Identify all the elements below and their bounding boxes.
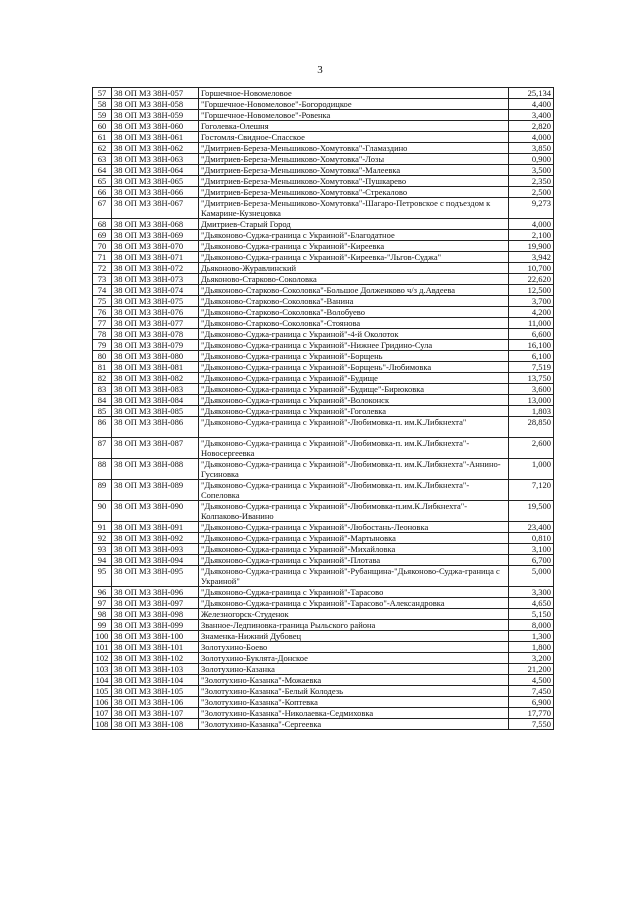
- road-length: 0,900: [509, 154, 554, 165]
- row-number: 103: [93, 664, 112, 675]
- road-code: 38 ОП МЗ 38Н-087: [112, 438, 199, 459]
- row-number: 76: [93, 307, 112, 318]
- row-number: 62: [93, 143, 112, 154]
- road-name: "Золотухино-Казанка"-Сергеевка: [199, 719, 509, 730]
- road-name: "Дьяконово-Суджа-граница с Украиной"-Борщень: [199, 351, 509, 362]
- road-code: 38 ОП МЗ 38Н-088: [112, 459, 199, 480]
- road-length: 19,500: [509, 501, 554, 522]
- row-number: 90: [93, 501, 112, 522]
- road-code: 38 ОП МЗ 38Н-078: [112, 329, 199, 340]
- table-row: [93, 373, 554, 384]
- road-name: "Дмитриев-Береза-Меньшиково-Хомутовка"-Гламаздино: [199, 143, 509, 154]
- table-row: [93, 522, 554, 533]
- road-name: "Дьяконово-Суджа-граница с Украиной"-Будище"-Бирюковка: [199, 384, 509, 395]
- road-length: 4,650: [509, 598, 554, 609]
- row-number: 101: [93, 642, 112, 653]
- row-number: 58: [93, 99, 112, 110]
- road-length: 17,770: [509, 708, 554, 719]
- road-length: 5,150: [509, 609, 554, 620]
- road-length: 8,000: [509, 620, 554, 631]
- road-name: Знаменка-Нижний Дубовец: [199, 631, 509, 642]
- road-code: 38 ОП МЗ 38Н-080: [112, 351, 199, 362]
- road-name: "Дьяконово-Суджа-граница с Украиной"-4-й Околоток: [199, 329, 509, 340]
- road-name: Дьяконово-Журавлинский: [199, 263, 509, 274]
- road-code: 38 ОП МЗ 38Н-062: [112, 143, 199, 154]
- road-code: 38 ОП МЗ 38Н-072: [112, 263, 199, 274]
- road-code: 38 ОП МЗ 38Н-102: [112, 653, 199, 664]
- road-code: 38 ОП МЗ 38Н-069: [112, 230, 199, 241]
- road-length: 4,400: [509, 99, 554, 110]
- road-length: 2,600: [509, 438, 554, 459]
- road-name: "Горшечное-Новомеловое"-Ровенка: [199, 110, 509, 121]
- row-number: 80: [93, 351, 112, 362]
- road-length: 23,400: [509, 522, 554, 533]
- row-number: 98: [93, 609, 112, 620]
- row-number: 91: [93, 522, 112, 533]
- table-row: [93, 708, 554, 719]
- road-code: 38 ОП МЗ 38Н-082: [112, 373, 199, 384]
- row-number: 70: [93, 241, 112, 252]
- table-row: [93, 88, 554, 99]
- road-code: 38 ОП МЗ 38Н-074: [112, 285, 199, 296]
- road-length: 6,600: [509, 329, 554, 340]
- road-name: "Дьяконово-Суджа-граница с Украиной"-Любимовка-п. им.К.Либкнехта": [199, 417, 509, 438]
- road-length: 1,300: [509, 631, 554, 642]
- road-code: 38 ОП МЗ 38Н-105: [112, 686, 199, 697]
- road-name: "Дьяконово-Суджа-граница с Украиной"-Тарасово"-Александровка: [199, 598, 509, 609]
- road-name: "Золотухино-Казанка"-Николаевка-Седмиховка: [199, 708, 509, 719]
- row-number: 57: [93, 88, 112, 99]
- road-length: 10,700: [509, 263, 554, 274]
- road-name: "Дьяконово-Суджа-граница с Украиной"-Любимовка-п. им.К.Либкнехта"-Сопеловка: [199, 480, 509, 501]
- road-length: 4,000: [509, 219, 554, 230]
- table-row: [93, 664, 554, 675]
- road-length: 2,500: [509, 187, 554, 198]
- row-number: 74: [93, 285, 112, 296]
- row-number: 93: [93, 544, 112, 555]
- road-name: "Дьяконово-Старково-Соколовка"-Волобуево: [199, 307, 509, 318]
- road-name: "Дьяконово-Суджа-граница с Украиной"-Киреевка: [199, 241, 509, 252]
- table-row: [93, 154, 554, 165]
- page-number: 3: [317, 64, 323, 76]
- road-code: 38 ОП МЗ 38Н-075: [112, 296, 199, 307]
- table-row: [93, 406, 554, 417]
- road-name: Званное-Ледпиновка-граница Рыльского района: [199, 620, 509, 631]
- row-number: 89: [93, 480, 112, 501]
- road-code: 38 ОП МЗ 38Н-099: [112, 620, 199, 631]
- row-number: 63: [93, 154, 112, 165]
- road-code: 38 ОП МЗ 38Н-066: [112, 187, 199, 198]
- table-row: [93, 697, 554, 708]
- table-row: [93, 132, 554, 143]
- road-length: 12,500: [509, 285, 554, 296]
- road-name: "Дмитриев-Береза-Меньшиково-Хомутовка"-Лозы: [199, 154, 509, 165]
- road-length: 7,120: [509, 480, 554, 501]
- road-code: 38 ОП МЗ 38Н-092: [112, 533, 199, 544]
- road-code: 38 ОП МЗ 38Н-084: [112, 395, 199, 406]
- road-length: 19,900: [509, 241, 554, 252]
- road-length: 16,100: [509, 340, 554, 351]
- row-number: 65: [93, 176, 112, 187]
- row-number: 108: [93, 719, 112, 730]
- row-number: 88: [93, 459, 112, 480]
- road-name: "Дьяконово-Суджа-граница с Украиной"-Борщень"-Любимовка: [199, 362, 509, 373]
- table-row: [93, 609, 554, 620]
- table-row: [93, 351, 554, 362]
- road-code: 38 ОП МЗ 38Н-101: [112, 642, 199, 653]
- road-code: 38 ОП МЗ 38Н-081: [112, 362, 199, 373]
- road-code: 38 ОП МЗ 38Н-094: [112, 555, 199, 566]
- table-row: [93, 438, 554, 459]
- row-number: 60: [93, 121, 112, 132]
- road-name: "Дьяконово-Суджа-граница с Украиной"-Рубанщина-"Дьяконово-Суджа-граница с Украиной": [199, 566, 509, 587]
- road-name: Золотухино-Боево: [199, 642, 509, 653]
- road-name: "Дмитриев-Береза-Меньшиково-Хомутовка"-Пушкарево: [199, 176, 509, 187]
- row-number: 86: [93, 417, 112, 438]
- road-name: "Дьяконово-Старково-Соколовка"-Ванина: [199, 296, 509, 307]
- row-number: 69: [93, 230, 112, 241]
- table-row: [93, 362, 554, 373]
- table-row: [93, 307, 554, 318]
- road-name: Гоголевка-Олешня: [199, 121, 509, 132]
- table-row: [93, 230, 554, 241]
- road-length: 3,500: [509, 165, 554, 176]
- row-number: 79: [93, 340, 112, 351]
- road-code: 38 ОП МЗ 38Н-073: [112, 274, 199, 285]
- row-number: 77: [93, 318, 112, 329]
- road-length: 1,803: [509, 406, 554, 417]
- row-number: 96: [93, 587, 112, 598]
- table-row: [93, 642, 554, 653]
- table-row: [93, 566, 554, 587]
- road-name: Железногорск-Студенок: [199, 609, 509, 620]
- table-row: [93, 165, 554, 176]
- road-code: 38 ОП МЗ 38Н-096: [112, 587, 199, 598]
- road-name: Золотухино-Буклята-Донское: [199, 653, 509, 664]
- table-row: [93, 99, 554, 110]
- road-length: 3,200: [509, 653, 554, 664]
- road-length: 13,000: [509, 395, 554, 406]
- road-code: 38 ОП МЗ 38Н-068: [112, 219, 199, 230]
- row-number: 64: [93, 165, 112, 176]
- road-length: 7,550: [509, 719, 554, 730]
- row-number: 99: [93, 620, 112, 631]
- road-length: 3,850: [509, 143, 554, 154]
- road-name: "Золотухино-Казанка"-Белый Колодезь: [199, 686, 509, 697]
- road-length: 2,820: [509, 121, 554, 132]
- road-length: 3,700: [509, 296, 554, 307]
- road-code: 38 ОП МЗ 38Н-106: [112, 697, 199, 708]
- road-name: "Дьяконово-Суджа-граница с Украиной"-Любимовка-п.им.К.Либкнехта"-Колпаково-Иванино: [199, 501, 509, 522]
- road-length: 6,900: [509, 697, 554, 708]
- road-name: "Дьяконово-Суджа-граница с Украиной"-Благодатное: [199, 230, 509, 241]
- road-code: 38 ОП МЗ 38Н-059: [112, 110, 199, 121]
- road-code: 38 ОП МЗ 38Н-070: [112, 241, 199, 252]
- row-number: 72: [93, 263, 112, 274]
- road-length: 6,100: [509, 351, 554, 362]
- road-name: "Дьяконово-Суджа-граница с Украиной"-Тарасово: [199, 587, 509, 598]
- road-name: Золотухино-Казанка: [199, 664, 509, 675]
- road-code: 38 ОП МЗ 38Н-093: [112, 544, 199, 555]
- road-length: 7,519: [509, 362, 554, 373]
- table-row: [93, 176, 554, 187]
- road-code: 38 ОП МЗ 38Н-091: [112, 522, 199, 533]
- road-name: Горшечное-Новомеловое: [199, 88, 509, 99]
- road-length: 5,000: [509, 566, 554, 587]
- table-row: [93, 219, 554, 230]
- row-number: 100: [93, 631, 112, 642]
- road-name: "Дьяконово-Старково-Соколовка"-Стоянова: [199, 318, 509, 329]
- road-code: 38 ОП МЗ 38Н-100: [112, 631, 199, 642]
- row-number: 87: [93, 438, 112, 459]
- road-length: 3,100: [509, 544, 554, 555]
- road-code: 38 ОП МЗ 38Н-095: [112, 566, 199, 587]
- road-length: 0,810: [509, 533, 554, 544]
- table-row: [93, 719, 554, 730]
- table-row: [93, 296, 554, 307]
- row-number: 68: [93, 219, 112, 230]
- road-name: "Дьяконово-Старково-Соколовка"-Большое Долженково ч/з д.Авдеева: [199, 285, 509, 296]
- road-code: 38 ОП МЗ 38Н-103: [112, 664, 199, 675]
- road-length: 3,600: [509, 384, 554, 395]
- road-length: 6,700: [509, 555, 554, 566]
- table-row: [93, 274, 554, 285]
- row-number: 104: [93, 675, 112, 686]
- table-row: [93, 285, 554, 296]
- roads-table: [92, 87, 554, 730]
- road-name: "Дмитриев-Береза-Меньшиково-Хомутовка"-Стрекалово: [199, 187, 509, 198]
- row-number: 97: [93, 598, 112, 609]
- row-number: 85: [93, 406, 112, 417]
- road-code: 38 ОП МЗ 38Н-063: [112, 154, 199, 165]
- road-length: 4,000: [509, 132, 554, 143]
- table-row: [93, 252, 554, 263]
- table-row: [93, 198, 554, 219]
- row-number: 83: [93, 384, 112, 395]
- road-code: 38 ОП МЗ 38Н-065: [112, 176, 199, 187]
- road-length: 3,400: [509, 110, 554, 121]
- road-name: "Дьяконово-Суджа-граница с Украиной"-Будище: [199, 373, 509, 384]
- table-row: [93, 598, 554, 609]
- row-number: 78: [93, 329, 112, 340]
- road-length: 21,200: [509, 664, 554, 675]
- road-code: 38 ОП МЗ 38Н-090: [112, 501, 199, 522]
- table-row: [93, 318, 554, 329]
- road-name: Дьяконово-Старково-Соколовка: [199, 274, 509, 285]
- table-row: [93, 620, 554, 631]
- road-name: "Дьяконово-Суджа-граница с Украиной"-Любостань-Леоновка: [199, 522, 509, 533]
- table-row: [93, 653, 554, 664]
- row-number: 81: [93, 362, 112, 373]
- road-code: 38 ОП МЗ 38Н-060: [112, 121, 199, 132]
- road-name: "Дьяконово-Суджа-граница с Украиной"-Гоголевка: [199, 406, 509, 417]
- roads-table-body: [93, 88, 554, 730]
- road-name: "Дьяконово-Суджа-граница с Украиной"-Плотава: [199, 555, 509, 566]
- table-row: [93, 459, 554, 480]
- road-name: "Золотухино-Казанка"-Коптевка: [199, 697, 509, 708]
- road-code: 38 ОП МЗ 38Н-057: [112, 88, 199, 99]
- road-name: "Дмитриев-Береза-Меньшиково-Хомутовка"-Малеевка: [199, 165, 509, 176]
- road-code: 38 ОП МЗ 38Н-076: [112, 307, 199, 318]
- road-name: "Дьяконово-Суджа-граница с Украиной"-Волоконск: [199, 395, 509, 406]
- table-row: [93, 417, 554, 438]
- road-name: "Дьяконово-Суджа-граница с Украиной"-Любимовка-п. им.К.Либкнехта"-Аннино-Гусиновка: [199, 459, 509, 480]
- road-code: 38 ОП МЗ 38Н-058: [112, 99, 199, 110]
- table-row: [93, 329, 554, 340]
- road-name: Гостомля-Свидное-Спасское: [199, 132, 509, 143]
- road-length: 25,134: [509, 88, 554, 99]
- table-row: [93, 544, 554, 555]
- table-row: [93, 555, 554, 566]
- road-code: 38 ОП МЗ 38Н-097: [112, 598, 199, 609]
- road-code: 38 ОП МЗ 38Н-089: [112, 480, 199, 501]
- road-code: 38 ОП МЗ 38Н-086: [112, 417, 199, 438]
- table-row: [93, 121, 554, 132]
- road-code: 38 ОП МЗ 38Н-079: [112, 340, 199, 351]
- road-name: "Дьяконово-Суджа-граница с Украиной"-Мартыновка: [199, 533, 509, 544]
- row-number: 59: [93, 110, 112, 121]
- road-code: 38 ОП МЗ 38Н-067: [112, 198, 199, 219]
- row-number: 61: [93, 132, 112, 143]
- road-length: 22,620: [509, 274, 554, 285]
- road-length: 9,273: [509, 198, 554, 219]
- table-row: [93, 340, 554, 351]
- road-code: 38 ОП МЗ 38Н-108: [112, 719, 199, 730]
- table-row: [93, 686, 554, 697]
- table-row: [93, 395, 554, 406]
- road-length: 7,450: [509, 686, 554, 697]
- road-code: 38 ОП МЗ 38Н-064: [112, 165, 199, 176]
- road-length: 3,300: [509, 587, 554, 598]
- road-name: "Дьяконово-Суджа-граница с Украиной"-Михайловка: [199, 544, 509, 555]
- road-name: "Горшечное-Новомеловое"-Богородицкое: [199, 99, 509, 110]
- table-row: [93, 187, 554, 198]
- table-row: [93, 501, 554, 522]
- table-row: [93, 384, 554, 395]
- row-number: 92: [93, 533, 112, 544]
- row-number: 71: [93, 252, 112, 263]
- road-name: "Золотухино-Казанка"-Можаевка: [199, 675, 509, 686]
- road-length: 11,000: [509, 318, 554, 329]
- row-number: 102: [93, 653, 112, 664]
- road-length: 2,350: [509, 176, 554, 187]
- table-row: [93, 587, 554, 598]
- road-code: 38 ОП МЗ 38Н-104: [112, 675, 199, 686]
- road-length: 28,850: [509, 417, 554, 438]
- road-code: 38 ОП МЗ 38Н-107: [112, 708, 199, 719]
- row-number: 73: [93, 274, 112, 285]
- road-name: "Дьяконово-Суджа-граница с Украиной"-Нижнее Гридино-Сула: [199, 340, 509, 351]
- road-name: "Дьяконово-Суджа-граница с Украиной"-Любимовка-п. им.К.Либкнехта"-Новосергеевка: [199, 438, 509, 459]
- table-row: [93, 241, 554, 252]
- row-number: 82: [93, 373, 112, 384]
- road-length: 1,000: [509, 459, 554, 480]
- road-code: 38 ОП МЗ 38Н-085: [112, 406, 199, 417]
- table-row: [93, 143, 554, 154]
- table-row: [93, 675, 554, 686]
- table-row: [93, 533, 554, 544]
- road-length: 1,800: [509, 642, 554, 653]
- road-code: 38 ОП МЗ 38Н-077: [112, 318, 199, 329]
- row-number: 67: [93, 198, 112, 219]
- row-number: 94: [93, 555, 112, 566]
- road-code: 38 ОП МЗ 38Н-061: [112, 132, 199, 143]
- road-length: 3,942: [509, 252, 554, 263]
- row-number: 105: [93, 686, 112, 697]
- road-length: 2,100: [509, 230, 554, 241]
- road-code: 38 ОП МЗ 38Н-071: [112, 252, 199, 263]
- road-code: 38 ОП МЗ 38Н-083: [112, 384, 199, 395]
- row-number: 66: [93, 187, 112, 198]
- road-name: "Дмитриев-Береза-Меньшиково-Хомутовка"-Шагаро-Петровское с подъездом к Камарине-Кузнецовка: [199, 198, 509, 219]
- row-number: 75: [93, 296, 112, 307]
- row-number: 107: [93, 708, 112, 719]
- row-number: 95: [93, 566, 112, 587]
- table-row: [93, 263, 554, 274]
- road-code: 38 ОП МЗ 38Н-098: [112, 609, 199, 620]
- table-row: [93, 480, 554, 501]
- road-length: 13,750: [509, 373, 554, 384]
- road-name: "Дьяконово-Суджа-граница с Украиной"-Киреевка-"Льгов-Суджа": [199, 252, 509, 263]
- row-number: 84: [93, 395, 112, 406]
- road-length: 4,200: [509, 307, 554, 318]
- road-length: 4,500: [509, 675, 554, 686]
- table-row: [93, 631, 554, 642]
- row-number: 106: [93, 697, 112, 708]
- road-name: Дмитриев-Старый Город: [199, 219, 509, 230]
- table-row: [93, 110, 554, 121]
